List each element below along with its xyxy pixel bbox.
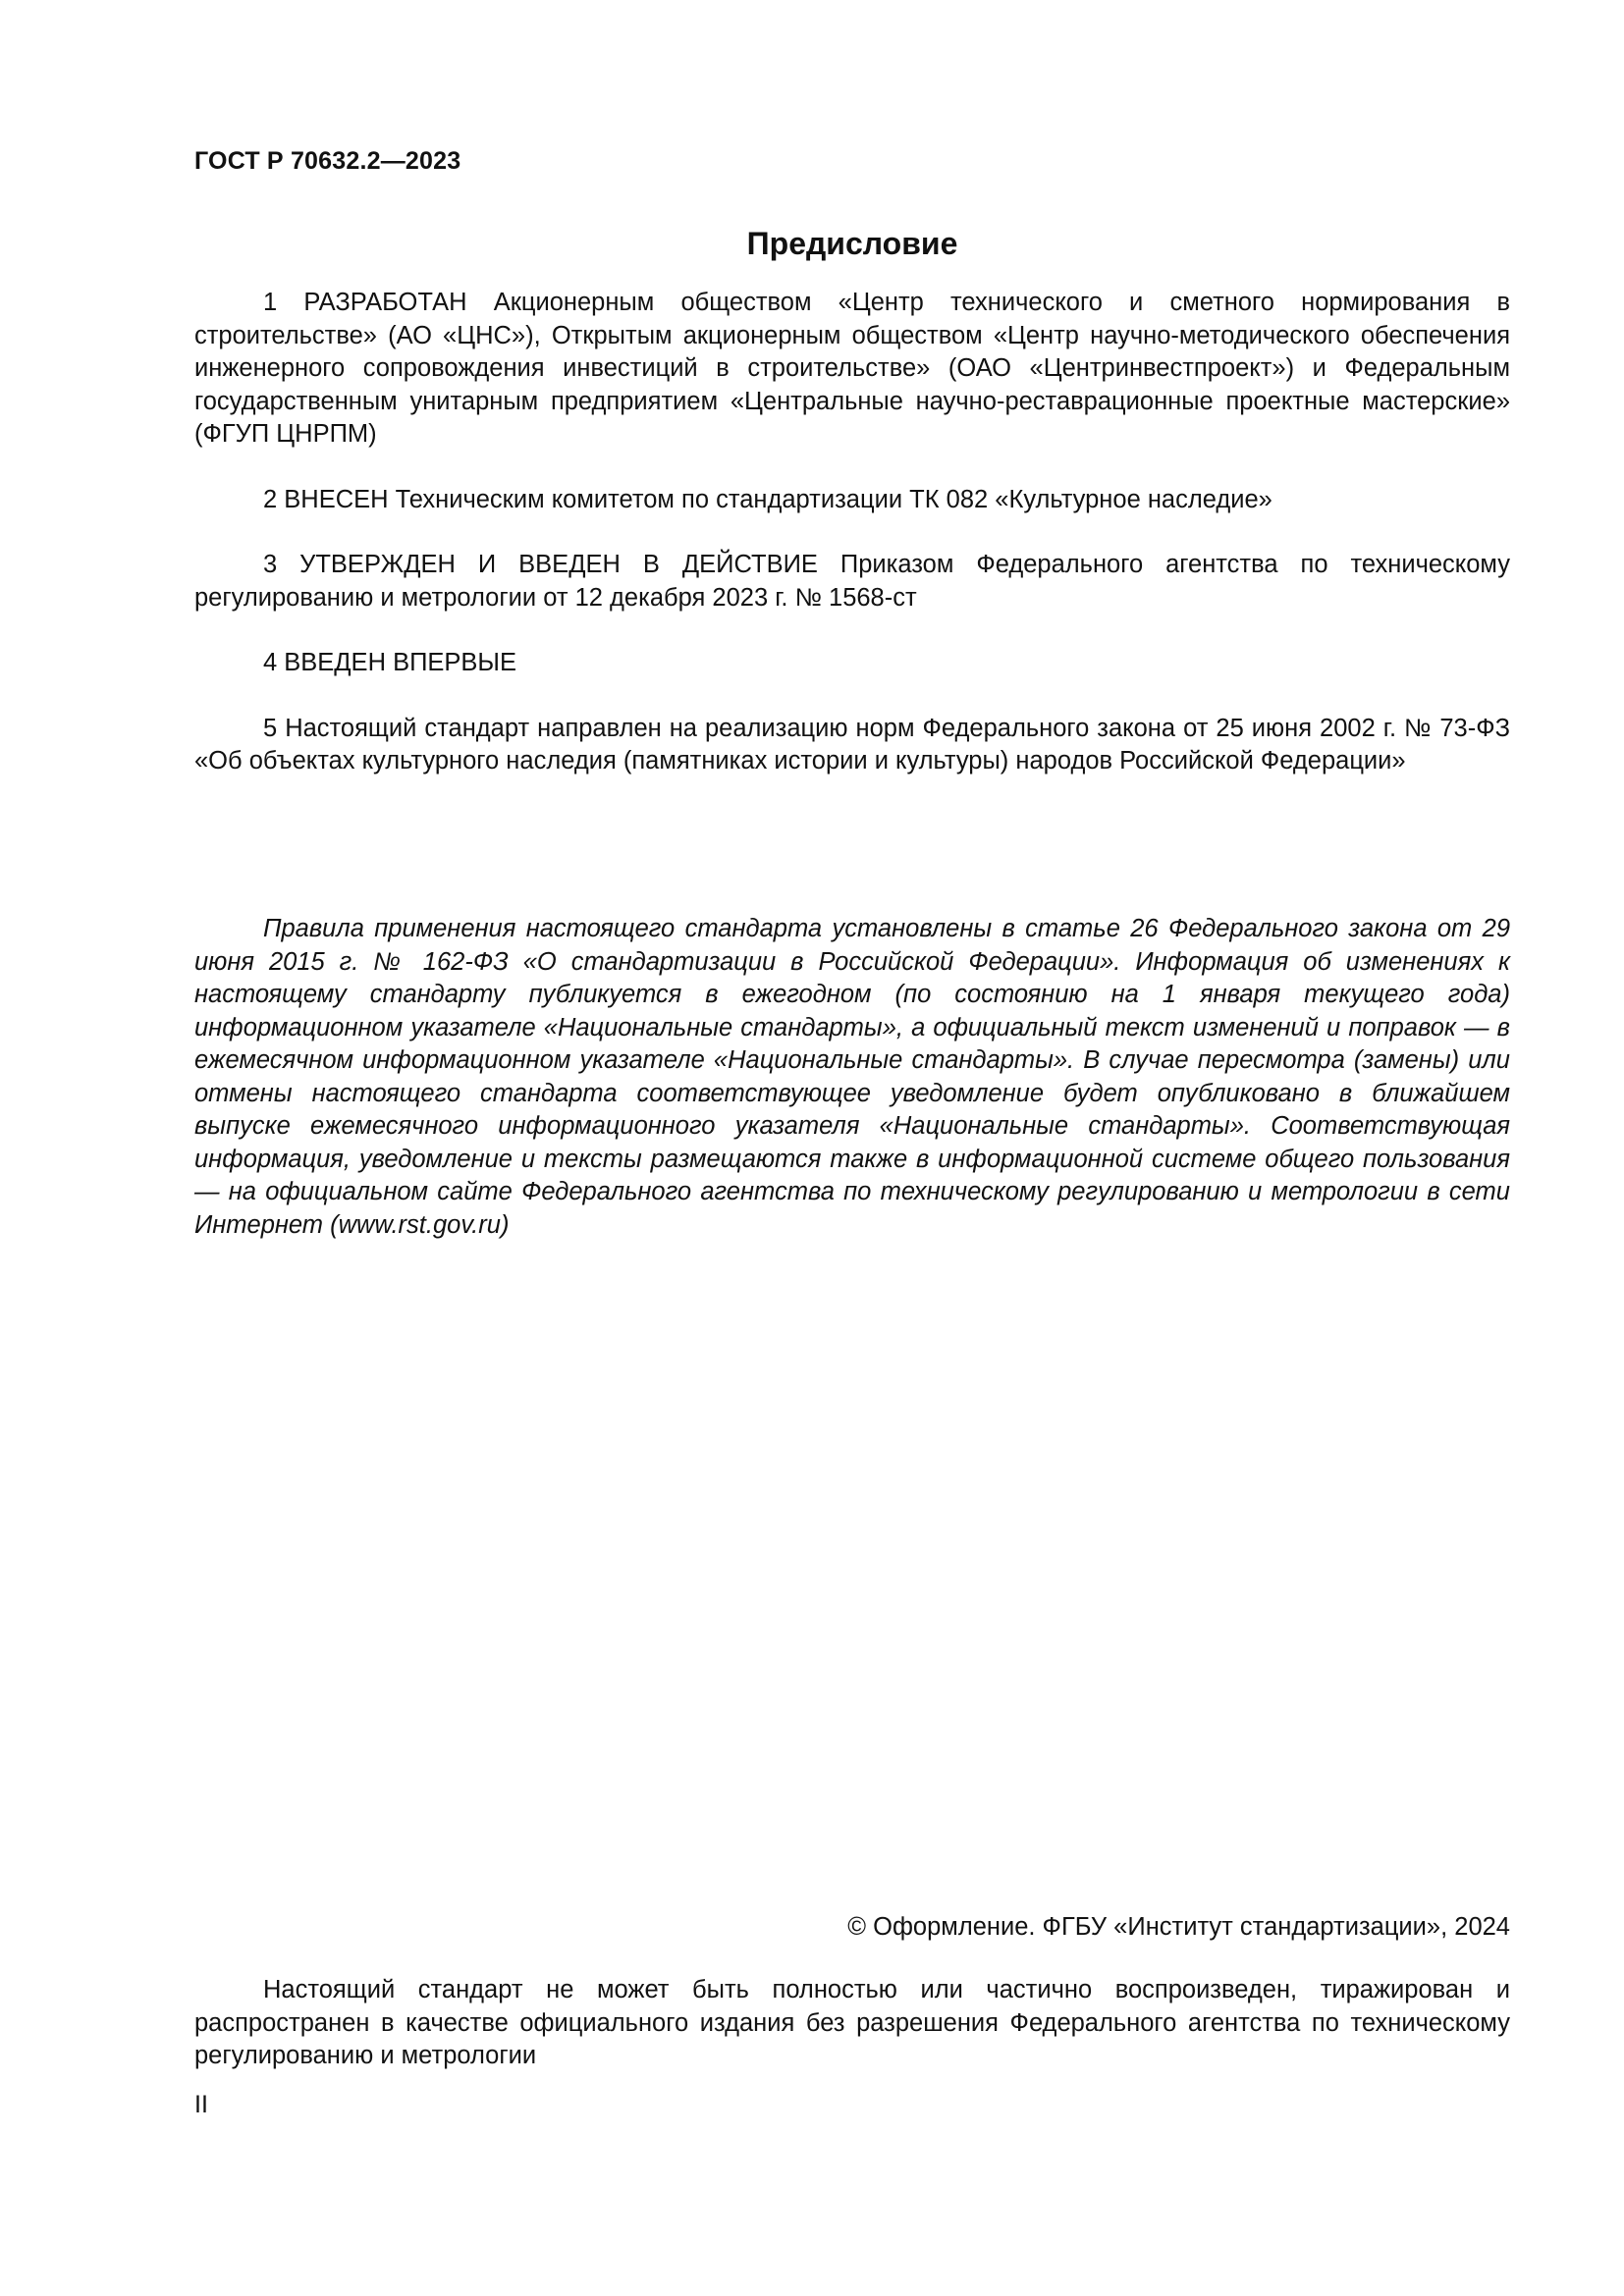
application-rules-note: Правила применения настоящего стандарта установлены в статье 26 Федерального закона от 29 июня 2015 г. № 162-ФЗ «О стандартизации в Российской Федерации». Информация об изменениях к настоящему стандарту публикуется в ежегодном (по состоянию на 1 января текущего года) информационном указателе «Национальные стандарты», а официальный текст изменений и поправок — в ежемесячном информационном указателе «Национальные стандарты». В случае пересмотра (замены) или отмены настоящего стандарта соответствующее уведомление будет опубликовано в ближайшем выпуске ежемесячного информационного указателя «Национальные стандарты». Соответствующая информация, уведомление и тексты размещаются также в информационной системе общего пользования — на официальном сайте Федерального агентства по техническому регулированию и метрологии в сети Интернет (www.rst.gov.ru) — [194, 915, 1510, 1239]
reproduction-rights-notice: Настоящий стандарт не может быть полностью или частично воспроизведен, тиражирован и распространен в качестве официального издания без разрешения Федерального агентства по техническому регулированию и метрологии — [194, 1976, 1510, 2069]
foreword-paragraph-4: 4 ВВЕДЕН ВПЕРВЫЕ — [263, 649, 517, 676]
foreword-paragraph-1: 1 РАЗРАБОТАН Акционерным обществом «Центр технического и сметного нормирования в строительстве» (АО «ЦНС»), Открытым акционерным обществом «Центр научно-методического обеспечения инженерного сопровождения инвестиций в строительстве» (ОАО «Центринвестпроект») и Федеральным государственным унитарным предприятием «Центральные научно-реставрационные проектные мастерские» (ФГУП ЦНРПМ) — [194, 289, 1510, 448]
copyright-line: © Оформление. ФГБУ «Институт стандартизации», 2024 — [847, 1913, 1510, 1941]
foreword-paragraph-3: 3 УТВЕРЖДЕН И ВВЕДЕН В ДЕЙСТВИЕ Приказом Федерального агентства по техническому регулированию и метрологии от 12 декабря 2023 г. № 1568-ст — [194, 551, 1510, 612]
document-code: ГОСТ Р 70632.2—2023 — [194, 147, 461, 175]
page-title: Предисловие — [746, 226, 958, 261]
foreword-body — [194, 287, 1510, 811]
foreword-paragraph-5: 5 Настоящий стандарт направлен на реализацию норм Федерального закона от 25 июня 2002 г. № 73-ФЗ «Об объектах культурного наследия (памятниках истории и культуры) народов Российской Федерации» — [194, 714, 1510, 774]
foreword-paragraph-2: 2 ВНЕСЕН Техническим комитетом по стандартизации ТК 082 «Культурное наследие» — [263, 485, 1272, 513]
page-number: II — [194, 2091, 208, 2118]
